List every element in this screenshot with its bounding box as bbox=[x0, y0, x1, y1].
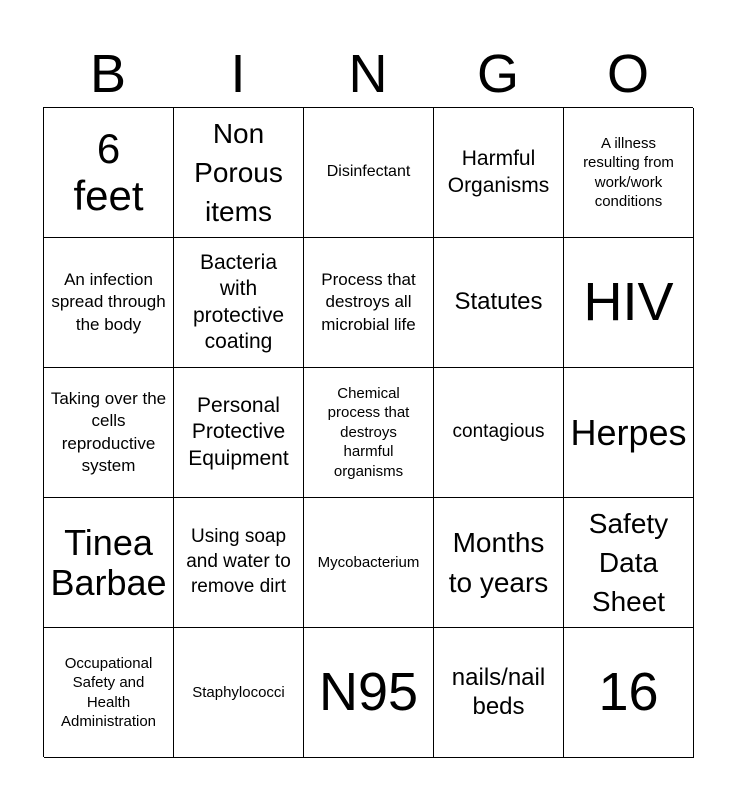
bingo-cell[interactable] bbox=[564, 238, 694, 368]
cell-text: contagious bbox=[452, 421, 545, 443]
cell-text: Herpes bbox=[570, 411, 687, 453]
cell-text: Chemical process that destroys harmful organisms bbox=[327, 384, 410, 480]
bingo-cell[interactable] bbox=[174, 368, 304, 498]
bingo-cell[interactable] bbox=[174, 498, 304, 628]
cell-text: N95 bbox=[318, 662, 419, 723]
bingo-cell[interactable] bbox=[434, 628, 564, 758]
bingo-cell[interactable] bbox=[44, 498, 174, 628]
cell-text: Non Porous items bbox=[194, 117, 283, 228]
bingo-cell[interactable] bbox=[304, 498, 434, 628]
cell-text: Harmful Organisms bbox=[447, 147, 550, 197]
bingo-cell[interactable] bbox=[304, 238, 434, 368]
bingo-cell[interactable] bbox=[434, 498, 564, 628]
cell-text: nails/nail beds bbox=[451, 663, 546, 720]
cell-text: Bacteria with protective coating bbox=[192, 251, 285, 353]
bingo-cell[interactable] bbox=[564, 498, 694, 628]
cell-text: Months to years bbox=[448, 527, 549, 598]
bingo-cell[interactable] bbox=[44, 628, 174, 758]
header-letter-n: N bbox=[348, 44, 388, 104]
bingo-cell[interactable] bbox=[174, 238, 304, 368]
cell-text: Process that destroys all microbial life bbox=[321, 270, 416, 334]
header-letter-g: G bbox=[476, 44, 519, 104]
bingo-cell[interactable] bbox=[434, 368, 564, 498]
bingo-cell[interactable] bbox=[564, 368, 694, 498]
cell-text: Mycobacterium bbox=[317, 553, 420, 571]
bingo-cell[interactable] bbox=[174, 108, 304, 238]
bingo-cell[interactable] bbox=[44, 368, 174, 498]
bingo-cell[interactable] bbox=[304, 108, 434, 238]
bingo-cell[interactable] bbox=[174, 628, 304, 758]
cell-text: 16 bbox=[598, 662, 659, 723]
header-letter-i: I bbox=[230, 44, 246, 104]
bingo-cell[interactable] bbox=[564, 628, 694, 758]
bingo-cell[interactable] bbox=[44, 108, 174, 238]
bingo-cell[interactable] bbox=[304, 368, 434, 498]
bingo-header bbox=[43, 40, 693, 108]
cell-text: 6 feet bbox=[73, 125, 144, 219]
cell-text: Tinea Barbae bbox=[50, 521, 167, 603]
header-letter-o: O bbox=[606, 44, 649, 104]
cell-text: An infection spread through the body bbox=[51, 270, 166, 334]
cell-text: Taking over the cells reproductive system bbox=[50, 389, 167, 475]
bingo-cell[interactable] bbox=[304, 628, 434, 758]
bingo-cell[interactable] bbox=[434, 238, 564, 368]
cell-text: Safety Data Sheet bbox=[588, 507, 669, 618]
cell-text: Statutes bbox=[454, 288, 543, 316]
cell-text: HIV bbox=[583, 272, 674, 333]
header-letter-b: B bbox=[89, 44, 127, 104]
cell-text: Personal Protective Equipment bbox=[188, 394, 289, 470]
cell-text: Occupational Safety and Health Administration bbox=[60, 654, 157, 730]
cell-text: A illness resulting from work/work conditions bbox=[583, 134, 674, 210]
cell-text: Disinfectant bbox=[326, 163, 411, 181]
bingo-cell[interactable] bbox=[434, 108, 564, 238]
cell-text: Staphylococci bbox=[192, 683, 285, 701]
cell-text: Using soap and water to remove dirt bbox=[186, 526, 291, 597]
bingo-cell[interactable] bbox=[44, 238, 174, 368]
bingo-grid bbox=[43, 107, 693, 757]
bingo-cell[interactable] bbox=[564, 108, 694, 238]
